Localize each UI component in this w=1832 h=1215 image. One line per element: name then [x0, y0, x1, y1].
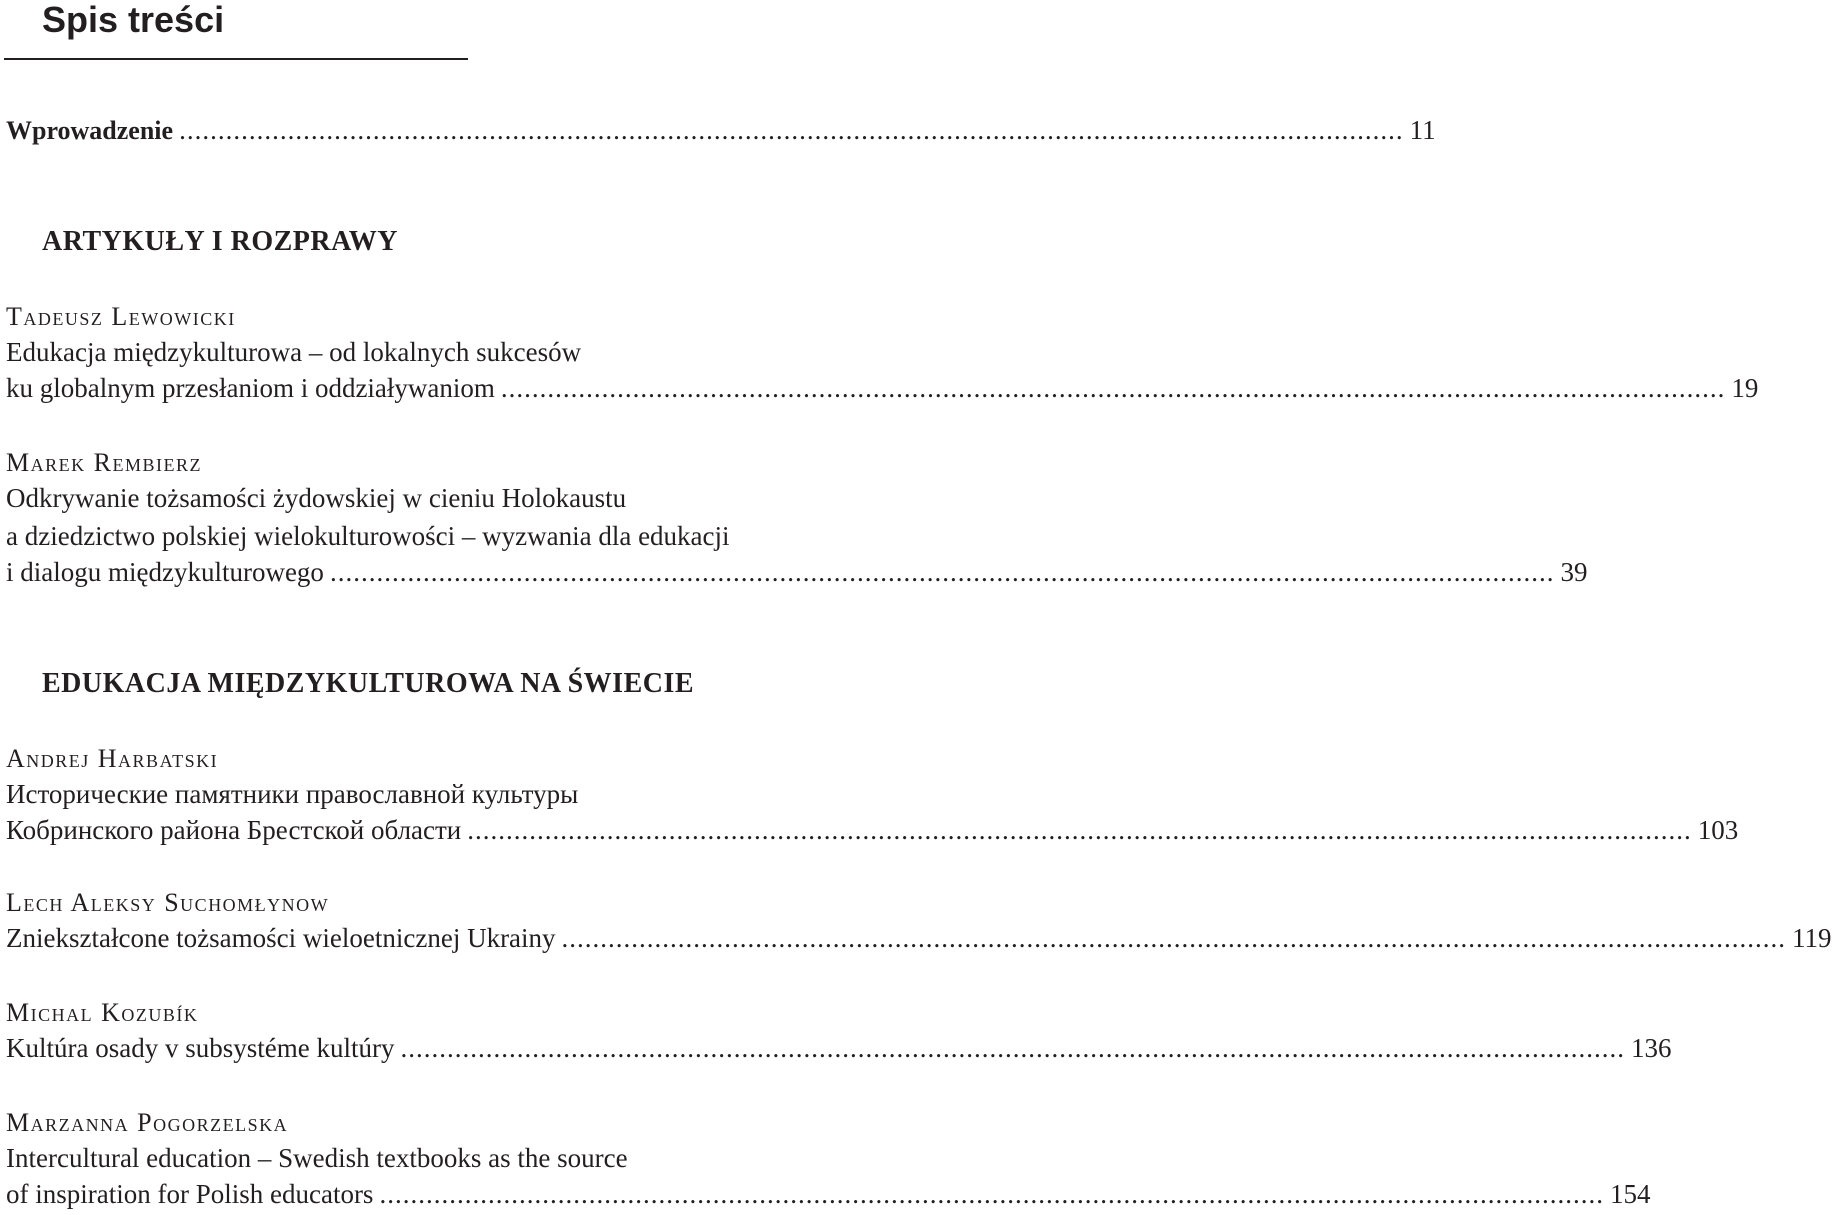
section-heading-world: EDUKACJA MIĘDZYKULTUROWA NA ŚWIECIE [42, 668, 695, 699]
entry-author: Marek Rembierz [6, 448, 202, 477]
entry-author: Marzanna Pogorzelska [6, 1108, 289, 1137]
entry-title-line: a dziedzictwo polskiej wielokulturowości – wyzwania dla edukacji [6, 521, 730, 551]
dot-leader: .............................................................................................................................................................. [329, 557, 1555, 587]
dot-leader: .............................................................................................................................................................. [500, 373, 1726, 403]
dot-leader: .............................................................................................................................................................. [561, 923, 1787, 953]
page-number: 136 [1630, 1033, 1672, 1063]
entry-title: Wprowadzenie [6, 116, 174, 145]
dot-leader: .............................................................................................................................................................. [467, 815, 1692, 845]
page-number: 119 [1792, 923, 1832, 953]
entry-author: Andrej Harbatski [6, 744, 219, 773]
page-number: 11 [1409, 115, 1436, 145]
title-underline [4, 58, 468, 60]
entry-title-line: ku globalnym przesłaniom i oddziaływaniom [6, 373, 495, 403]
toc-entry-pogorzelska[interactable] [6, 1176, 1651, 1212]
entry-title-line: Кобринского района Брестской области [6, 815, 462, 845]
toc-entry-introduction[interactable] [6, 112, 1436, 148]
entry-title-line: Edukacja międzykulturowa – od lokalnych sukcesów [6, 337, 582, 367]
toc-entry-harbatski[interactable] [6, 812, 1739, 848]
toc-entry-kozubik[interactable] [6, 1030, 1672, 1066]
entry-title-line: Kultúra osady v subsystéme kultúry [6, 1033, 395, 1063]
entry-title-line: Исторические памятники православной культуры [6, 779, 579, 809]
toc-entry-rembierz[interactable] [6, 554, 1588, 590]
entry-title-line: Odkrywanie tożsamości żydowskiej w cieniu Holokaustu [6, 483, 627, 513]
page-number: 154 [1609, 1179, 1651, 1209]
section-heading-articles: ARTYKUŁY I ROZPRAWY [42, 226, 398, 257]
entry-author: Tadeusz Lewowicki [6, 302, 236, 331]
entry-title-line: Zniekształcone tożsamości wieloetnicznej Ukrainy [6, 923, 556, 953]
page-title: Spis treści [42, 0, 225, 40]
page-number: 103 [1697, 815, 1739, 845]
entry-title-line: i dialogu międzykulturowego [6, 557, 324, 587]
dot-leader: .............................................................................................................................................................. [379, 1179, 1604, 1209]
entry-author: Michal Kozubík [6, 998, 199, 1027]
page-number: 19 [1731, 373, 1759, 403]
dot-leader: .............................................................................................................................................................. [400, 1033, 1625, 1063]
toc-entry-suchomlynow[interactable] [6, 920, 1832, 956]
dot-leader: .............................................................................................................................................................. [179, 115, 1404, 145]
entry-title-line: of inspiration for Polish educators [6, 1179, 374, 1209]
page-number: 39 [1560, 557, 1588, 587]
entry-title-line: Intercultural education – Swedish textbooks as the source [6, 1143, 628, 1173]
entry-author: Lech Aleksy Suchomłynow [6, 888, 330, 917]
toc-entry-lewowicki[interactable] [6, 370, 1759, 406]
